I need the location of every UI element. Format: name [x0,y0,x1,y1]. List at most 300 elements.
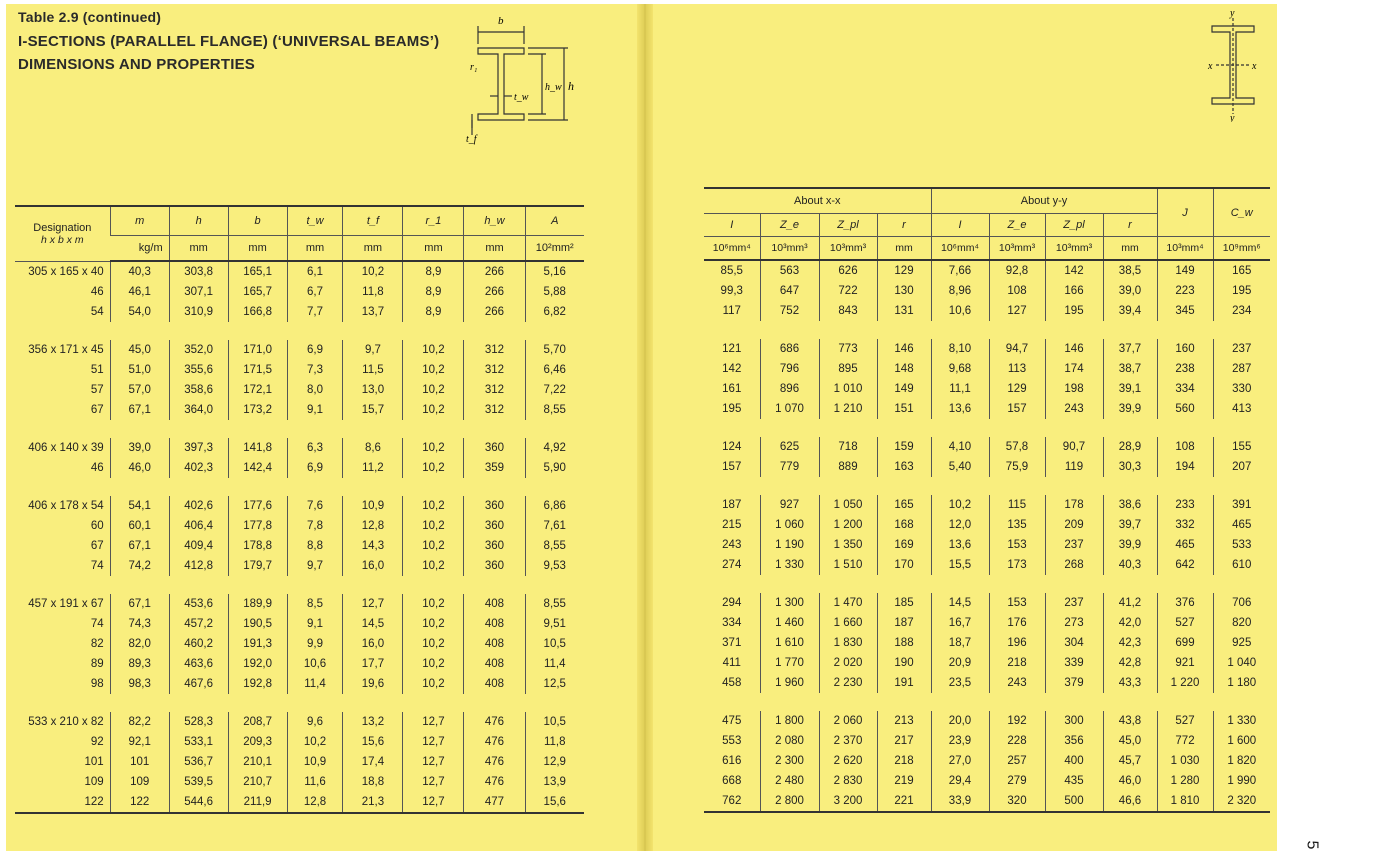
table-cell: 413 [1213,399,1270,419]
table-cell: 40,3 [1103,555,1157,575]
group-spacer [15,322,584,340]
table-cell: 402,3 [169,458,228,478]
table-cell: 98 [90,678,104,690]
table-cell: 141,8 [228,438,287,458]
table-cell: 6,82 [525,302,584,322]
table-cell: 500 [1045,791,1103,812]
table-cell: 312 [464,340,525,360]
table-cell: 2 080 [760,731,819,751]
table-cell: 219 [877,771,931,791]
table-cell: 8,9 [403,282,464,302]
table-cell: 12,7 [403,792,464,813]
properties-table [704,187,1270,813]
table-cell: 625 [760,437,819,457]
table-cell: 397,3 [169,438,228,458]
col-unit: 10²mm² [525,236,584,262]
table-cell: 10,2 [403,496,464,516]
table-cell: 435 [1045,771,1103,791]
table-row [15,594,584,614]
table-cell: 39,9 [1103,399,1157,419]
table-cell: 189,9 [228,594,287,614]
group-spacer [704,693,1270,711]
group-spacer [704,321,1270,339]
col-symbol: Z_pl [819,214,877,237]
table-cell: 312 [464,360,525,380]
table-row [15,772,584,792]
table-cell: 279 [989,771,1045,791]
table-cell: 8,9 [403,261,464,282]
table-cell: 46,0 [110,458,169,478]
table-cell: 467,6 [169,674,228,694]
table-cell: 108 [1157,437,1213,457]
table-cell: 408 [464,654,525,674]
col-unit: 10⁹mm⁶ [1213,237,1270,261]
table-cell: 99,3 [720,285,743,297]
table-cell: 46 [90,462,104,474]
table-cell: 43,8 [1103,711,1157,731]
table-cell: 2 620 [819,751,877,771]
table-cell: 408 [464,594,525,614]
table-cell: 196 [989,633,1045,653]
col-unit: 10⁶mm⁴ [931,237,989,261]
table-cell: 10,9 [287,752,343,772]
table-cell: 1 660 [819,613,877,633]
table-cell: 8,55 [525,400,584,420]
table-cell: 330 [1213,379,1270,399]
table-cell: 153 [989,593,1045,613]
table-cell: 356 [1045,731,1103,751]
table-cell: 1 200 [819,515,877,535]
table-cell: 9,1 [287,400,343,420]
spacer-cell [704,321,1270,339]
table-cell: 233 [1157,495,1213,515]
table-cell: 12,9 [525,752,584,772]
table-cell: 160 [1157,339,1213,359]
table-cell: 19,6 [343,674,403,694]
table-cell: 5,70 [525,340,584,360]
designation-sublabel: h x b x m [41,233,84,246]
table-row [15,556,584,576]
table-cell: 12,7 [403,752,464,772]
table-cell: 8,96 [931,281,989,301]
table-cell: 57,0 [110,380,169,400]
table-cell: 39,0 [1103,281,1157,301]
table-cell: 101 [84,756,104,768]
spacer-cell [704,477,1270,495]
table-cell: 117 [722,305,741,317]
spacer-cell [15,478,584,496]
table-cell: 359 [464,458,525,478]
table-row [15,496,584,516]
table-cell: 109 [84,776,104,788]
about-xx-header: About x-x [704,188,931,214]
col-symbol: r [877,214,931,237]
spacer-cell [704,419,1270,437]
table-cell: 536,7 [169,752,228,772]
table-cell: 300 [1045,711,1103,731]
table-cell: 46,6 [1103,791,1157,812]
table-cell: 20,0 [931,711,989,731]
table-cell: 209 [1045,515,1103,535]
table-cell: 560 [1157,399,1213,419]
table-cell: 402,6 [169,496,228,516]
table-cell: 39,9 [1103,535,1157,555]
table-cell: 39,7 [1103,515,1157,535]
group-spacer [15,478,584,496]
table-row [704,301,1270,321]
col-unit: 10³mm³ [1045,237,1103,261]
table-cell: 178 [1045,495,1103,515]
table-cell: 13,2 [343,712,403,732]
table-cell: 10,2 [403,594,464,614]
table-cell: 228 [989,731,1045,751]
table-cell: 9,9 [287,634,343,654]
table-cell: 173,2 [228,400,287,420]
spacer-cell [15,420,584,438]
table-row [704,711,1270,731]
table-cell: 166 [1045,281,1103,301]
table-cell: 527 [1157,711,1213,731]
table-row [15,732,584,752]
table-cell: 208,7 [228,712,287,732]
table-cell: 92 [90,736,104,748]
table-cell: 11,4 [525,654,584,674]
table-row [704,555,1270,575]
table-cell: 39,4 [1103,301,1157,321]
table-cell: 312 [464,380,525,400]
table-cell: 10,6 [931,301,989,321]
col-unit: 10³mm³ [819,237,877,261]
table-cell: 89 [90,658,104,670]
diagram-label-b: b [498,15,504,27]
spacer-cell [15,694,584,712]
table-cell: 411 [722,657,741,669]
table-cell: 528,3 [169,712,228,732]
group-spacer [704,575,1270,593]
table-cell: 1 300 [760,593,819,613]
table-cell: 5,88 [525,282,584,302]
table-cell: 355,6 [169,360,228,380]
table-cell: 40,3 [110,261,169,282]
col-unit: mm [464,236,525,262]
table-cell: 188 [877,633,931,653]
table-cell: 15,6 [525,792,584,813]
table-cell: 131 [877,301,931,321]
table-cell: 195 [722,403,742,415]
table-cell: 1 280 [1157,771,1213,791]
table-cell: 10,2 [403,674,464,694]
table-cell: 463,6 [169,654,228,674]
table-cell: 13,0 [343,380,403,400]
table-cell: 9,7 [343,340,403,360]
table-cell: 1 610 [760,633,819,653]
table-cell: 29,4 [931,771,989,791]
table-cell: 153 [989,535,1045,555]
table-label: Table 2.9 (continued) [18,9,162,25]
table-cell: 67,1 [110,594,169,614]
table-cell: 179,7 [228,556,287,576]
table-cell: 334 [722,617,742,629]
table-cell: 14,3 [343,536,403,556]
table-cell: 6,9 [287,458,343,478]
table-cell: 610 [1213,555,1270,575]
table-cell: 779 [760,457,819,477]
table-cell: 10,2 [931,495,989,515]
table-cell: 7,3 [287,360,343,380]
table-cell: 108 [989,281,1045,301]
table-cell: 172,1 [228,380,287,400]
table-cell: 57 [90,384,104,396]
table-cell: 165,7 [228,282,287,302]
table-cell: 165 [877,495,931,515]
table-cell: 210,1 [228,752,287,772]
table-cell: 146 [877,339,931,359]
table-cell: 129 [989,379,1045,399]
table-cell: 11,1 [931,379,989,399]
table-cell: 921 [1157,653,1213,673]
table-cell: 1 350 [819,535,877,555]
table-cell: 843 [819,301,877,321]
table-cell: 10,2 [403,400,464,420]
table-cell: 11,6 [287,772,343,792]
table-cell: 1 330 [1213,711,1270,731]
table-cell: 1 030 [1157,751,1213,771]
table-cell: 412,8 [169,556,228,576]
table-row [15,282,584,302]
table-cell: 174 [1045,359,1103,379]
table-cell: 243 [989,673,1045,693]
col-unit: 10³mm³ [989,237,1045,261]
diagram-label-h: h [568,79,574,93]
table-cell: 1 010 [819,379,877,399]
table-cell: 6,86 [525,496,584,516]
table-cell: 187 [722,499,742,511]
table-cell: 15,7 [343,400,403,420]
table-cell: 376 [1157,593,1213,613]
table-cell: 2 060 [819,711,877,731]
table-cell: 10,2 [287,732,343,752]
col-unit: 10³mm³ [760,237,819,261]
table-cell: 176 [989,613,1045,633]
table-cell: 9,7 [287,556,343,576]
table-cell: 191,3 [228,634,287,654]
col-unit: 10⁶mm⁴ [704,237,760,261]
table-cell: 9,53 [525,556,584,576]
table-cell: 2 370 [819,731,877,751]
table-cell: 476 [464,732,525,752]
table-row [704,281,1270,301]
table-cell: 1 770 [760,653,819,673]
spacer-cell [15,322,584,340]
axis-label-x-right: x [1252,61,1257,72]
table-cell: 12,7 [343,594,403,614]
table-cell: 273 [1045,613,1103,633]
table-cell: 165,1 [228,261,287,282]
table-cell: 287 [1213,359,1270,379]
table-cell: 320 [989,791,1045,812]
table-cell: 157 [722,461,742,473]
table-cell: 218 [877,751,931,771]
table-cell: 9,1 [287,614,343,634]
table-cell: 563 [760,260,819,281]
table-cell: 364,0 [169,400,228,420]
table-row [15,674,584,694]
table-cell: 51,0 [110,360,169,380]
table-cell: 177,8 [228,516,287,536]
table-cell: 476 [464,752,525,772]
table-cell: 192 [989,711,1045,731]
table-cell: 668 [722,775,742,787]
table-cell: 67 [90,404,104,416]
table-cell: 12,8 [287,792,343,813]
table-cell: 82,0 [110,634,169,654]
table-cell: 43,3 [1103,673,1157,693]
spacer-cell [704,575,1270,593]
table-cell: 11,4 [287,674,343,694]
table-cell: 465 [1157,535,1213,555]
table-cell: 406 x 178 x 54 [28,500,104,512]
col-symbol: C_w [1213,188,1270,237]
col-unit: mm [287,236,343,262]
table-cell: 41,2 [1103,593,1157,613]
table-cell: 10,2 [403,438,464,458]
table-cell: 1 510 [819,555,877,575]
table-cell: 15,6 [343,732,403,752]
table-cell: 12,7 [403,732,464,752]
table-cell: 115 [989,495,1045,515]
table-cell: 13,9 [525,772,584,792]
table-cell: 10,2 [403,614,464,634]
col-symbol: I [931,214,989,237]
table-row [704,379,1270,399]
page-title: I-SECTIONS (PARALLEL FLANGE) (‘UNIVERSAL BEAMS’) [18,33,440,50]
table-cell: 16,0 [343,634,403,654]
table-cell: 453,6 [169,594,228,614]
table-cell: 4,92 [525,438,584,458]
table-cell: 8,55 [525,594,584,614]
table-cell: 190,5 [228,614,287,634]
table-cell: 8,55 [525,536,584,556]
table-cell: 142 [722,363,742,375]
table-cell: 194 [1157,457,1213,477]
table-cell: 10,2 [403,634,464,654]
table-cell: 360 [464,438,525,458]
i-section-dimension-diagram [466,10,596,150]
table-cell: 190 [877,653,931,673]
table-row [15,261,584,282]
table-cell: 476 [464,712,525,732]
table-cell: 1 210 [819,399,877,419]
table-cell: 2 320 [1213,791,1270,812]
table-cell: 74,2 [110,556,169,576]
col-symbol: A [525,206,584,236]
table-cell: 345 [1157,301,1213,321]
table-cell: 195 [1213,281,1270,301]
table-cell: 54 [90,306,104,318]
table-cell: 16,0 [343,556,403,576]
col-symbol: m [110,206,169,236]
table-cell: 92,8 [989,260,1045,281]
table-cell: 1 600 [1213,731,1270,751]
table-cell: 11,8 [525,732,584,752]
table-cell: 42,8 [1103,653,1157,673]
table-cell: 10,2 [403,654,464,674]
table-cell: 533 x 210 x 82 [28,716,104,728]
table-cell: 1 220 [1157,673,1213,693]
table-cell: 11,5 [343,360,403,380]
table-row [704,437,1270,457]
page-subtitle: DIMENSIONS AND PROPERTIES [18,56,255,73]
table-cell: 8,10 [931,339,989,359]
table-cell: 820 [1213,613,1270,633]
about-yy-header: About y-y [931,188,1157,214]
table-cell: 168 [877,515,931,535]
table-cell: 527 [1157,613,1213,633]
table-cell: 30,3 [1103,457,1157,477]
table-cell: 113 [989,359,1045,379]
table-cell: 74 [90,560,104,572]
col-symbol: h [169,206,228,236]
table-cell: 718 [819,437,877,457]
table-row [15,792,584,813]
col-unit: 10³mm⁴ [1157,237,1213,261]
table-cell: 101 [110,752,169,772]
spacer-cell [704,693,1270,711]
table-cell: 10,2 [403,536,464,556]
table-cell: 159 [877,437,931,457]
table-cell: 2 020 [819,653,877,673]
table-cell: 626 [819,260,877,281]
table-row [15,516,584,536]
table-row [704,613,1270,633]
table-cell: 129 [877,260,931,281]
table-cell: 457 x 191 x 67 [28,598,104,610]
table-cell: 6,1 [287,261,343,282]
table-cell: 475 [722,715,742,727]
table-cell: 238 [1157,359,1213,379]
table-row [15,340,584,360]
table-cell: 699 [1157,633,1213,653]
table-cell: 5,16 [525,261,584,282]
col-unit: mm [343,236,403,262]
table-cell: 796 [760,359,819,379]
table-cell: 38,6 [1103,495,1157,515]
table-row [704,457,1270,477]
table-cell: 706 [1213,593,1270,613]
table-cell: 20,9 [931,653,989,673]
table-cell: 10,2 [403,458,464,478]
table-cell: 8,8 [287,536,343,556]
table-cell: 54,1 [110,496,169,516]
table-cell: 14,5 [931,593,989,613]
table-cell: 266 [464,282,525,302]
i-section-axes-diagram [1198,6,1268,122]
table-cell: 406,4 [169,516,228,536]
table-cell: 266 [464,261,525,282]
table-cell: 165 [1213,260,1270,281]
table-cell: 7,22 [525,380,584,400]
table-cell: 142,4 [228,458,287,478]
table-cell: 533,1 [169,732,228,752]
table-cell: 149 [877,379,931,399]
table-cell: 195 [1045,301,1103,321]
table-cell: 161 [722,383,742,395]
table-row [15,360,584,380]
table-cell: 477 [464,792,525,813]
table-cell: 332 [1157,515,1213,535]
table-cell: 12,8 [343,516,403,536]
table-cell: 192,0 [228,654,287,674]
